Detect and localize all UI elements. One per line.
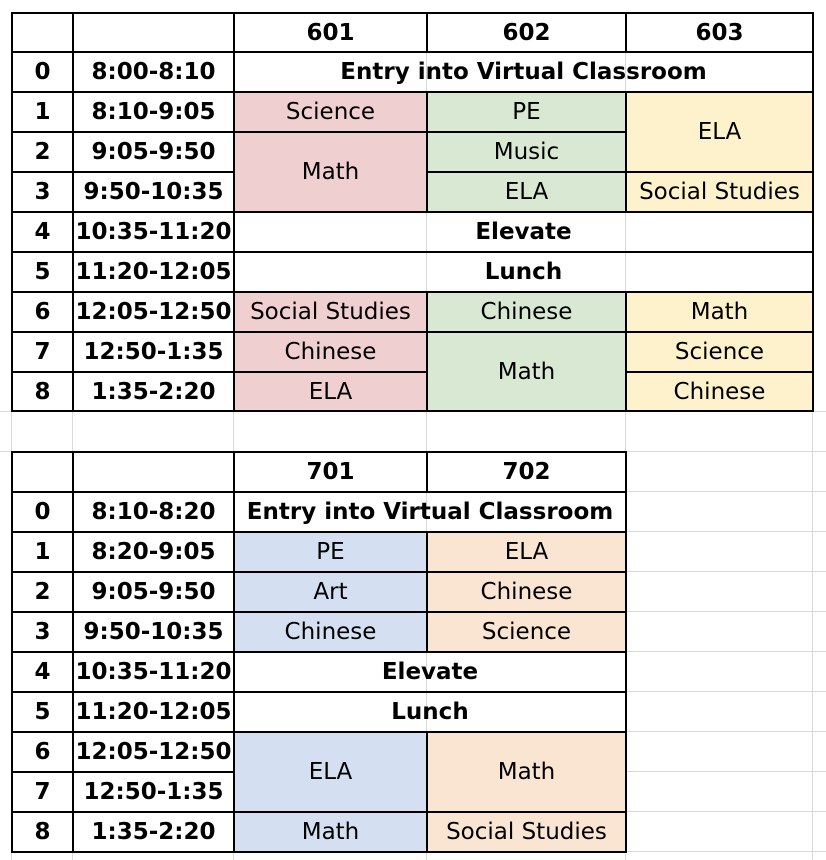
banner-elevate[interactable]: Elevate (233, 651, 627, 693)
subject-cell[interactable]: ELA (426, 171, 627, 213)
period-time[interactable]: 10:35-11:20 (72, 211, 235, 253)
subject-cell[interactable]: PE (426, 91, 627, 133)
subject-cell[interactable]: Chinese (233, 611, 428, 653)
period-time[interactable]: 12:50-1:35 (72, 331, 235, 373)
table-cell[interactable] (11, 12, 74, 53)
subject-cell[interactable]: Social Studies (426, 811, 627, 853)
banner-entry[interactable]: Entry into Virtual Classroom (233, 51, 814, 93)
period-time[interactable]: 12:05-12:50 (72, 291, 235, 333)
subject-cell[interactable]: Chinese (233, 331, 428, 373)
subject-cell[interactable]: ELA (625, 91, 814, 173)
subject-cell[interactable]: ELA (426, 531, 627, 573)
period-number[interactable]: 5 (11, 251, 74, 293)
period-time[interactable]: 12:05-12:50 (72, 731, 235, 773)
period-number[interactable]: 0 (11, 491, 74, 533)
period-time[interactable]: 11:20-12:05 (72, 251, 235, 293)
period-time[interactable]: 11:20-12:05 (72, 691, 235, 733)
subject-cell[interactable]: Math (625, 291, 814, 333)
period-time[interactable]: 8:10-8:20 (72, 491, 235, 533)
period-time[interactable]: 8:00-8:10 (72, 51, 235, 93)
period-time[interactable]: 1:35-2:20 (72, 811, 235, 853)
banner-lunch[interactable]: Lunch (233, 691, 627, 733)
period-number[interactable]: 7 (11, 771, 74, 813)
period-number[interactable]: 3 (11, 171, 74, 213)
table-cell[interactable] (11, 451, 74, 493)
subject-cell[interactable]: Chinese (426, 291, 627, 333)
period-time[interactable]: 8:10-9:05 (72, 91, 235, 133)
subject-cell[interactable]: Art (233, 571, 428, 613)
period-number[interactable]: 3 (11, 611, 74, 653)
grid-line (625, 731, 826, 732)
subject-cell[interactable]: Chinese (625, 371, 814, 412)
grid-line (625, 691, 826, 692)
period-number[interactable]: 4 (11, 211, 74, 253)
class-header-601[interactable]: 601 (233, 12, 428, 53)
subject-cell[interactable]: ELA (233, 371, 428, 412)
period-number[interactable]: 1 (11, 531, 74, 573)
subject-cell[interactable]: Science (233, 91, 428, 133)
period-time[interactable]: 8:20-9:05 (72, 531, 235, 573)
subject-cell[interactable]: Social Studies (625, 171, 814, 213)
grid-line (625, 611, 826, 612)
period-number[interactable]: 2 (11, 571, 74, 613)
class-header-702[interactable]: 702 (426, 451, 627, 493)
period-time[interactable]: 9:50-10:35 (72, 611, 235, 653)
period-number[interactable]: 6 (11, 731, 74, 773)
period-number[interactable]: 8 (11, 371, 74, 412)
period-time[interactable]: 9:05-9:50 (72, 131, 235, 173)
grid-line (625, 491, 826, 492)
grid-line (625, 771, 826, 772)
period-number[interactable]: 5 (11, 691, 74, 733)
class-header-602[interactable]: 602 (426, 12, 627, 53)
grid-line (625, 571, 826, 572)
period-time[interactable]: 10:35-11:20 (72, 651, 235, 693)
period-number[interactable]: 4 (11, 651, 74, 693)
subject-cell[interactable]: Math (426, 731, 627, 813)
grid-line (625, 651, 826, 652)
subject-cell[interactable]: Social Studies (233, 291, 428, 333)
subject-cell[interactable]: Math (233, 131, 428, 213)
subject-cell[interactable]: Science (625, 331, 814, 373)
subject-cell[interactable]: Chinese (426, 571, 627, 613)
subject-cell[interactable]: ELA (233, 731, 428, 813)
subject-cell[interactable]: Math (233, 811, 428, 853)
subject-cell[interactable]: Science (426, 611, 627, 653)
banner-entry[interactable]: Entry into Virtual Classroom (233, 491, 627, 533)
class-header-701[interactable]: 701 (233, 451, 428, 493)
period-number[interactable]: 2 (11, 131, 74, 173)
table-cell[interactable] (72, 12, 235, 53)
table-cell[interactable] (72, 451, 235, 493)
subject-cell[interactable]: Math (426, 331, 627, 412)
subject-cell[interactable]: Music (426, 131, 627, 173)
period-number[interactable]: 7 (11, 331, 74, 373)
period-number[interactable]: 8 (11, 811, 74, 853)
grid-line (625, 851, 826, 852)
period-number[interactable]: 0 (11, 51, 74, 93)
period-number[interactable]: 6 (11, 291, 74, 333)
class-header-603[interactable]: 603 (625, 12, 814, 53)
banner-lunch[interactable]: Lunch (233, 251, 814, 293)
grid-line (625, 811, 826, 812)
banner-elevate[interactable]: Elevate (233, 211, 814, 253)
period-time[interactable]: 1:35-2:20 (72, 371, 235, 412)
period-time[interactable]: 12:50-1:35 (72, 771, 235, 813)
subject-cell[interactable]: PE (233, 531, 428, 573)
grid-line (625, 531, 826, 532)
period-time[interactable]: 9:50-10:35 (72, 171, 235, 213)
period-number[interactable]: 1 (11, 91, 74, 133)
period-time[interactable]: 9:05-9:50 (72, 571, 235, 613)
